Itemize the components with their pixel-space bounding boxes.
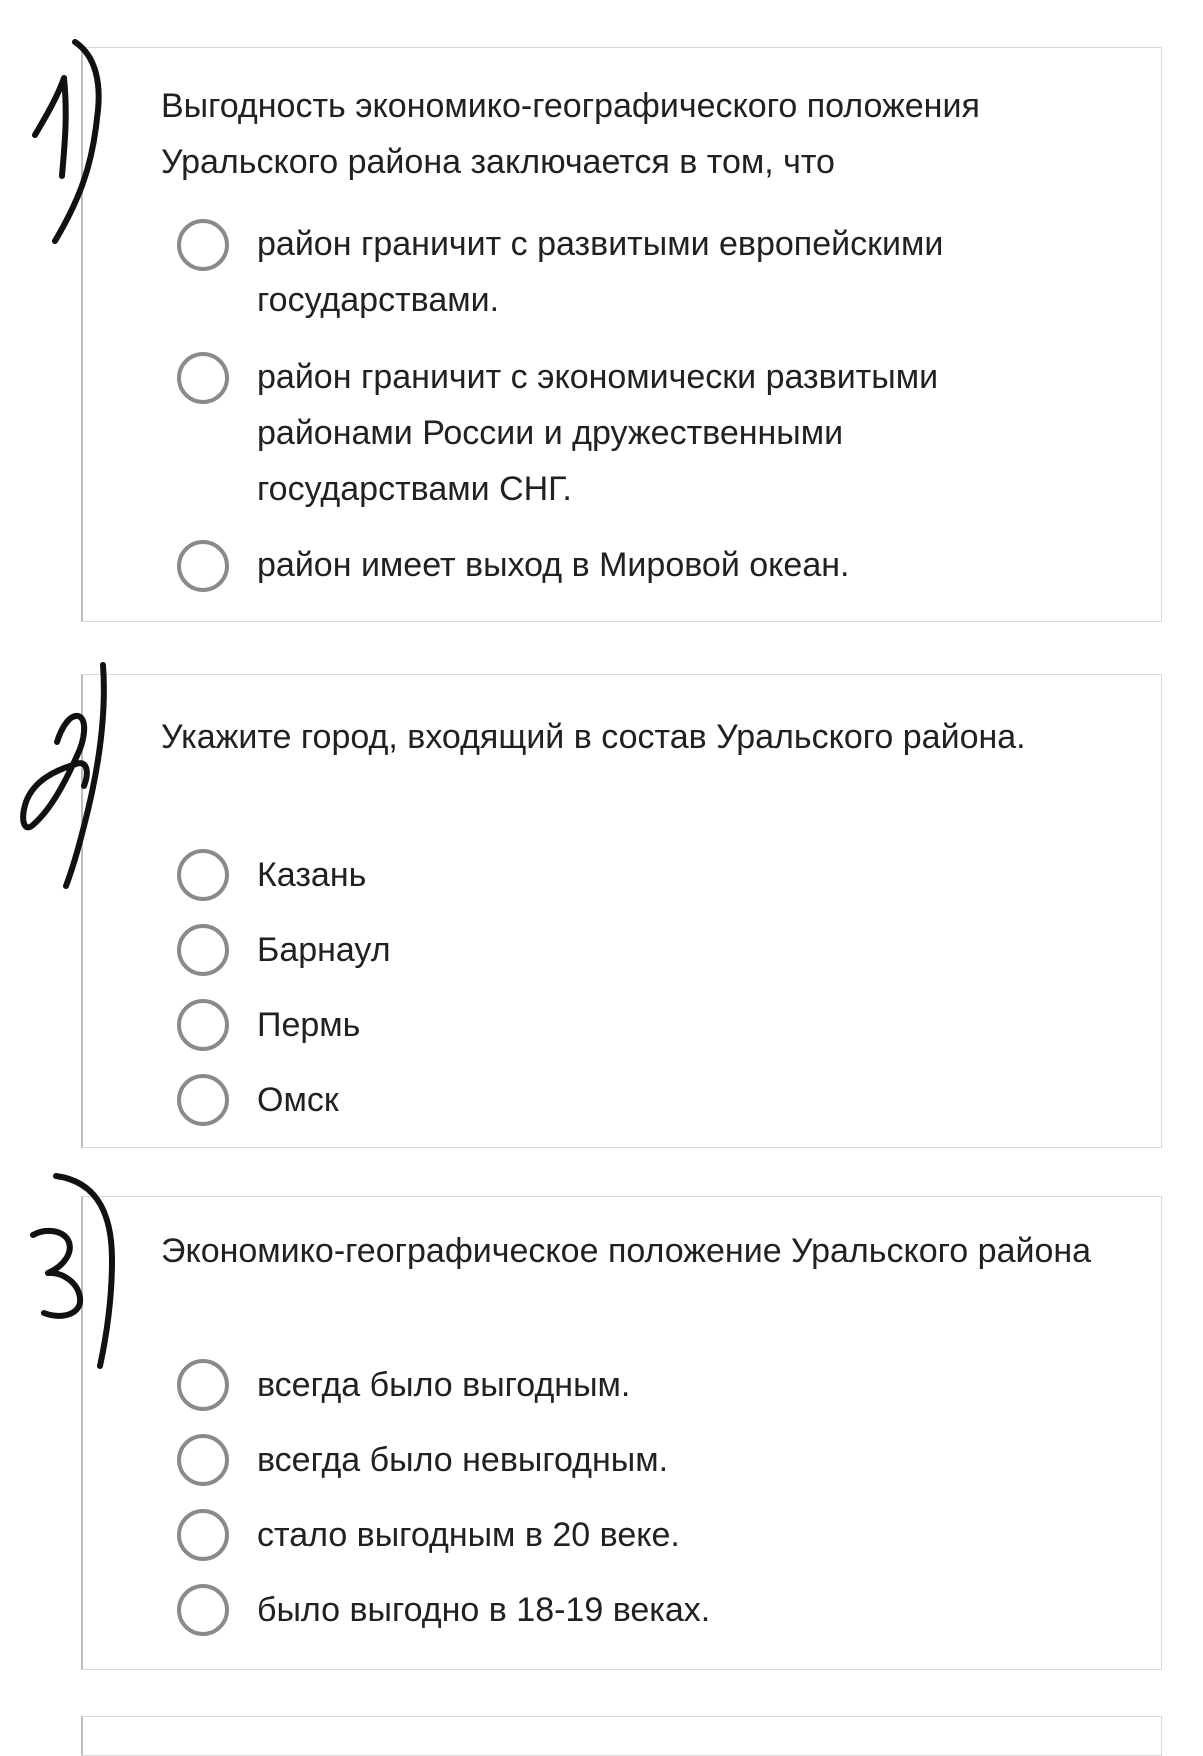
option-2-1[interactable] [177,849,1077,924]
options-group-3 [177,1359,1077,1659]
question-text-3: Экономико-географическое положение Уральского района [161,1232,1092,1270]
question-card-1 [81,47,1162,622]
radio-button-icon[interactable] [177,1434,229,1486]
option-label: всегда было невыгодным. [257,1441,669,1479]
radio-button-icon[interactable] [177,849,229,901]
question-card-4-partial [81,1716,1162,1756]
option-label: Омск [257,1081,339,1119]
option-label: район имеет выход в Мировой океан. [257,546,850,584]
option-label: район граничит с экономически развитыми районами России и дружественными государствами СНГ. [257,358,939,508]
option-label: стало выгодным в 20 веке. [257,1516,680,1554]
option-3-4[interactable] [177,1584,1077,1659]
option-2-3[interactable] [177,999,1077,1074]
question-card-3 [81,1196,1162,1670]
radio-button-icon[interactable] [177,352,229,404]
question-card-2 [81,674,1162,1148]
question-text-1: Выгодность экономико-географического положения Уральского района заключается в том, что [161,87,980,181]
option-label: всегда было выгодным. [257,1366,631,1404]
radio-button-icon[interactable] [177,1074,229,1126]
options-group-2 [177,849,1077,1149]
radio-button-icon[interactable] [177,1584,229,1636]
option-label: было выгодно в 18-19 веках. [257,1591,711,1629]
radio-button-icon[interactable] [177,1509,229,1561]
option-3-3[interactable] [177,1509,1077,1584]
option-label: Казань [257,856,367,894]
options-group-1 [177,217,1077,594]
option-1-1[interactable] [177,217,1077,350]
option-1-2[interactable] [177,350,1077,538]
radio-button-icon[interactable] [177,540,229,592]
option-2-2[interactable] [177,924,1077,999]
option-label: район граничит с развитыми европейскими государствами. [257,225,944,319]
radio-button-icon[interactable] [177,999,229,1051]
radio-button-icon[interactable] [177,924,229,976]
option-label: Барнаул [257,931,391,969]
radio-button-icon[interactable] [177,1359,229,1411]
option-1-3[interactable] [177,538,1077,594]
option-2-4[interactable] [177,1074,1077,1149]
option-3-1[interactable] [177,1359,1077,1434]
radio-button-icon[interactable] [177,219,229,271]
option-3-2[interactable] [177,1434,1077,1509]
question-text-2: Укажите город, входящий в состав Уральского района. [161,718,1026,756]
option-label: Пермь [257,1006,361,1044]
